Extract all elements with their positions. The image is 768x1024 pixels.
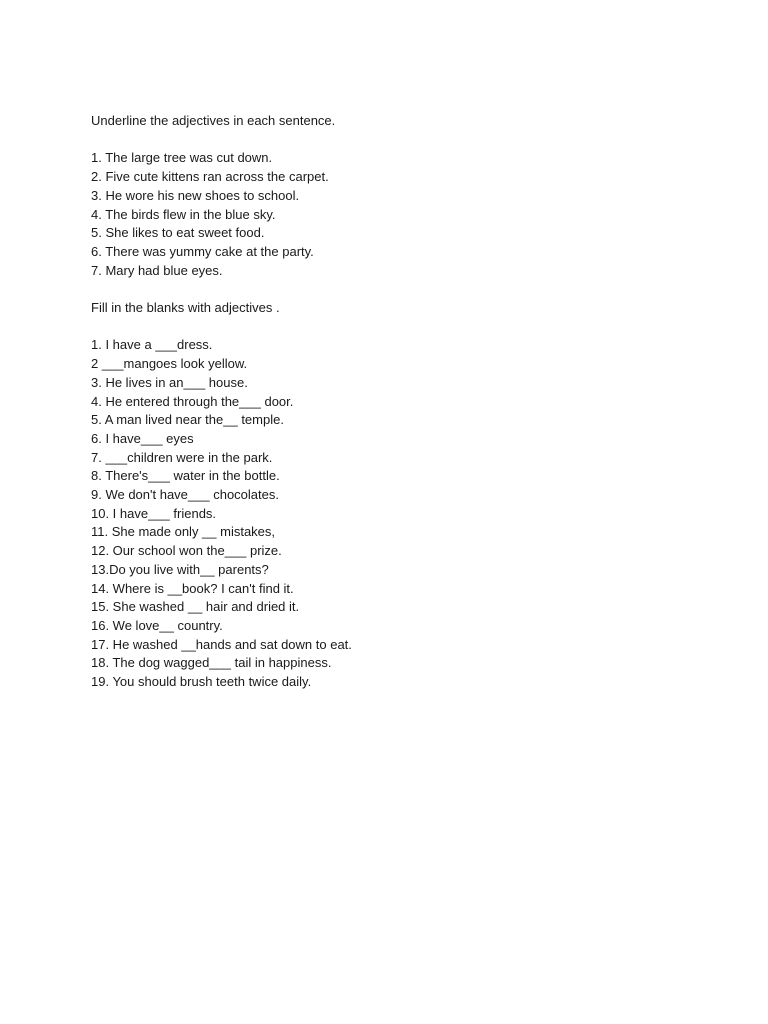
section1-item: 5. She likes to eat sweet food. [91, 225, 265, 241]
section2-item: 19. You should brush teeth twice daily. [91, 674, 312, 690]
section2-item: 18. The dog wagged___ tail in happiness. [91, 655, 332, 671]
section1-item: 7. Mary had blue eyes. [91, 262, 223, 278]
section2-item: 3. He lives in an___ house. [91, 374, 248, 390]
section2-item: 17. He washed __hands and sat down to eat. [91, 636, 352, 652]
section2-list [91, 336, 731, 691]
section2-item: 13.Do you live with__ parents? [91, 561, 269, 577]
section1-item: 4. The birds flew in the blue sky. [91, 206, 276, 222]
section2-item: 15. She washed __ hair and dried it. [91, 599, 300, 615]
section2-item: 8. There's___ water in the bottle. [91, 468, 280, 484]
section1-item: 1. The large tree was cut down. [91, 150, 273, 166]
section1-heading: Underline the adjectives in each sentence. [91, 113, 336, 128]
section2-item: 7. ___children were in the park. [91, 449, 273, 465]
spacer [91, 131, 731, 150]
section2-item: 9. We don't have___ chocolates. [91, 487, 279, 503]
section1-list [91, 149, 731, 280]
section1-item: 2. Five cute kittens ran across the carpet. [91, 169, 329, 185]
spacer [91, 280, 731, 299]
section2-item: 6. I have___ eyes [91, 430, 194, 446]
section2-item: 10. I have___ friends. [91, 505, 217, 521]
section2-item: 2 ___mangoes look yellow. [91, 356, 248, 372]
section2-item: 12. Our school won the___ prize. [91, 543, 282, 559]
section2-item: 1. I have a ___dress. [91, 337, 213, 353]
spacer [91, 318, 731, 337]
worksheet-page [91, 112, 731, 692]
section2-heading: Fill in the blanks with adjectives . [91, 300, 280, 315]
section1-item: 3. He wore his new shoes to school. [91, 187, 300, 203]
section2-item: 11. She made only __ mistakes, [91, 524, 276, 540]
section2-item: 5. A man lived near the__ temple. [91, 412, 284, 428]
section2-item: 14. Where is __book? I can't find it. [91, 580, 294, 596]
section1-item: 6. There was yummy cake at the party. [91, 243, 314, 259]
section2-item: 4. He entered through the___ door. [91, 393, 294, 409]
section2-item: 16. We love__ country. [91, 617, 223, 633]
